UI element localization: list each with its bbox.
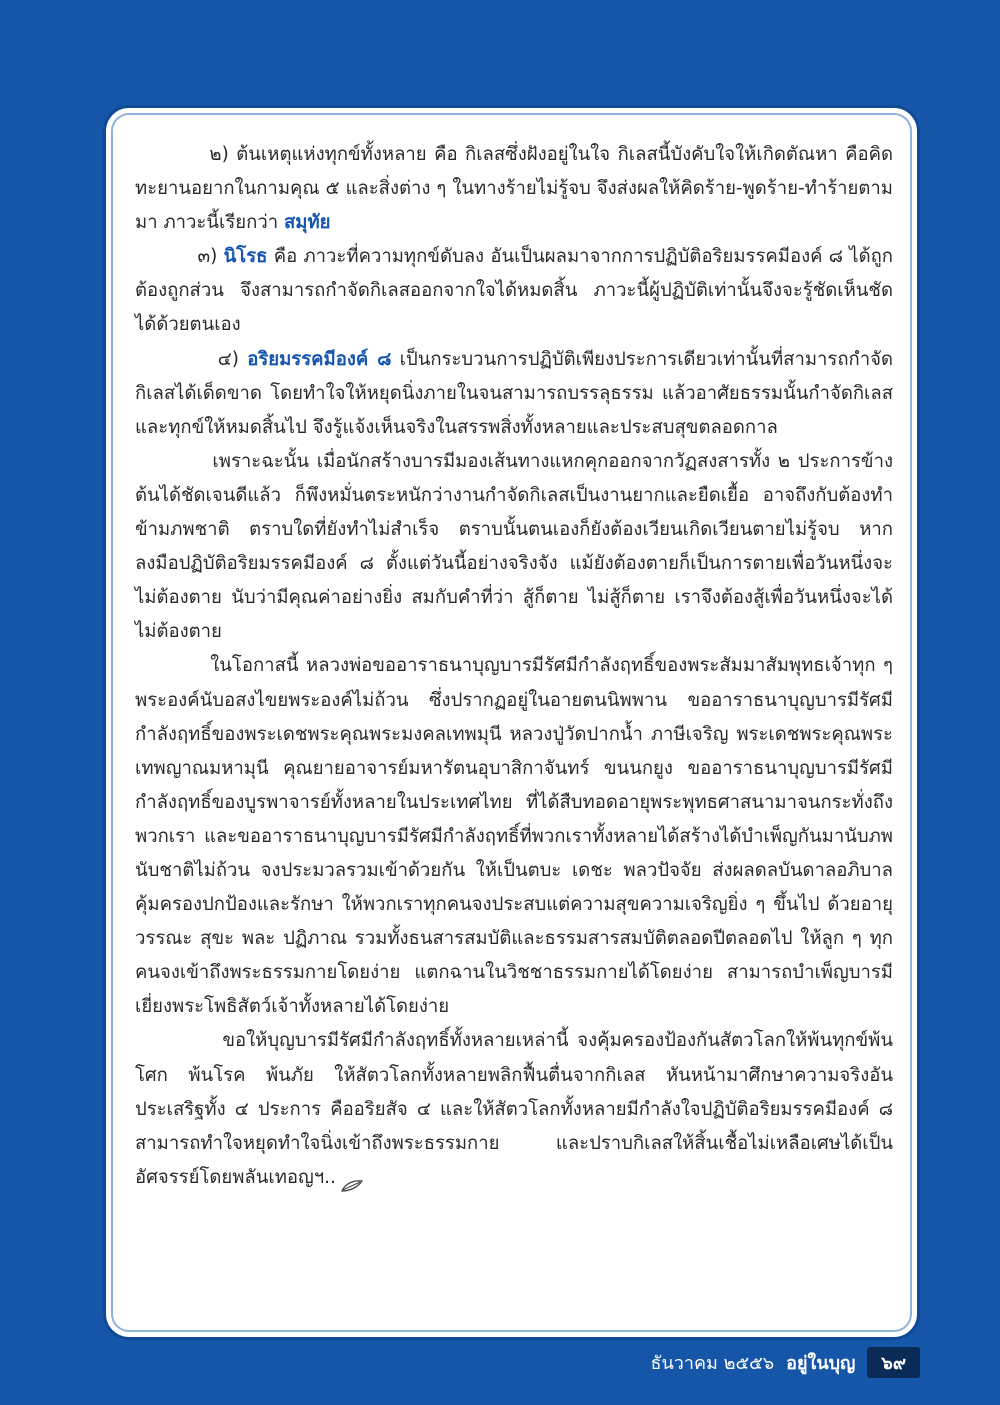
paragraph-2	[135, 138, 893, 240]
paragraph-3-text: คือ ภาวะที่ความทุกข์ดับลง อันเป็นผลมาจากการปฏิบัติอริยมรรคมีองค์ ๘ ได้ถูกต้องถูกส่วน จึงสามารถกำจัดกิเลสออกจากใจได้หมดสิ้น ภาวะนี้ผู้ปฏิบัติเท่านั้นจึงจะรู้ชัดเห็นชัดได้ด้วยตนเอง	[135, 246, 893, 336]
paragraph-4-lead: ๔)	[135, 348, 248, 370]
page-footer	[651, 1347, 921, 1377]
paragraph-3-lead: ๓)	[135, 246, 224, 268]
paragraph-blessing: ในโอกาสนี้ หลวงพ่อขออาราธนาบุญบารมีรัศมีกำลังฤทธิ์ของพระสัมมาสัมพุทธเจ้าทุก ๆ พระองค์นับอสงไขยพระองค์ไม่ถ้วน ซึ่งปรากฏอยู่ในอายตนนิพพาน ขออาราธนาบุญบารมีรัศมีกำลังฤทธิ์ของพระเดชพระคุณพระมงคลเทพมุนี หลวงปู่วัดปากน้ำ ภาษีเจริญ พระเดชพระคุณพระเทพญาณมหามุนี คุณยายอาจารย์มหารัตนอุบาสิกาจันทร์ ขนนกยูง ขออาราธนาบุญบารมีรัศมีกำลังฤทธิ์ของบูรพาจารย์ทั้งหลายในประเทศไทย ที่ได้สืบทอดอายุพระพุทธศาสนามาจนกระทั่งถึงพวกเรา และขออาราธนาบุญบารมีรัศมีกำลังฤทธิ์ที่พวกเราทั้งหลายได้สร้างได้บำเพ็ญกันมานับภพนับชาติไม่ถ้วน จงประมวลรวมเข้าด้วยกัน ให้เป็นตบะ เดชะ พลวปัจจัย ส่งผลดลบันดาลอภิบาลคุ้มครองปกป้องและรักษา ให้พวกเราทุกคนจงประสบแต่ความสุขความเจริญยิ่ง ๆ ขึ้นไป ด้วยอายุ วรรณะ สุขะ พละ ปฏิภาณ รวมทั้งธนสารสมบัติและธรรมสารสมบัติตลอดปีตลอดไป ให้ลูก ๆ ทุกคนจงเข้าถึงพระธรรมกายโดยง่าย แตกฉานในวิชชาธรรมกายได้โดยง่าย สามารถบำเพ็ญบารมีเยี่ยงพระโพธิสัตว์เจ้าทั้งหลายได้โดยง่าย	[135, 655, 893, 1018]
issue-date: ธันวาคม ๒๕๕๖	[650, 1352, 775, 1374]
paragraph-4	[135, 343, 893, 445]
page-number: ๖๙	[867, 1347, 920, 1378]
magazine-name: อยู่ในบุญ	[786, 1352, 856, 1374]
paragraph-therefore: เพราะฉะนั้น เมื่อนักสร้างบารมีมองเส้นทางแหกคุกออกจากวัฏสงสารทั้ง ๒ ประการข้างต้นได้ชัดเจนดีแล้ว ก็พึงหมั่นตระหนักว่างานกำจัดกิเลสเป็นงานยากและยืดเยื้อ อาจถึงกับต้องทำข้ามภพชาติ ตราบใดที่ยังทำไม่สำเร็จ ตราบนั้นตนเองก็ยังต้องเวียนเกิดเวียนตายไม่รู้จบ หากลงมือปฏิบัติอริยมรรคมีองค์ ๘ ตั้งแต่วันนี้อย่างจริงจัง แม้ยังต้องตายก็เป็นการตายเพื่อวันหนึ่งจะไม่ต้องตาย นับว่ามีคุณค่าอย่างยิ่ง สมกับคำที่ว่า สู้ก็ตาย ไม่สู้ก็ตาย เราจึงต้องสู้เพื่อวันหนึ่งจะได้ไม่ต้องตาย	[135, 450, 893, 643]
term-samudaya: สมุทัย	[283, 212, 331, 234]
paragraph-closing-text: ขอให้บุญบารมีรัศมีกำลังฤทธิ์ทั้งหลายเหล่านี้ จงคุ้มครองป้องกันสัตวโลกให้พ้นทุกข์พ้นโศก พ้นโรค พ้นภัย ให้สัตวโลกทั้งหลายพลิกฟื้นตื่นจากกิเลส หันหน้ามาศึกษาความจริงอันประเสริฐทั้ง ๔ ประการ คืออริยสัจ ๔ และให้สัตวโลกทั้งหลายมีกำลังใจปฏิบัติอริยมรรคมีองค์ ๘ สามารถทำใจหยุดทำใจนิ่งเข้าถึงพระธรรมกาย และปราบกิเลสให้สิ้นเชื้อไม่เหลือเศษได้เป็นอัศจรรย์โดยพลันเทอญฯ..	[135, 1030, 893, 1188]
term-nirodha: นิโรธ	[223, 246, 268, 268]
paragraph-2-text: ๒) ต้นเหตุแห่งทุกข์ทั้งหลาย คือ กิเลสซึ่งฝังอยู่ในใจ กิเลสนี้บังคับใจให้เกิดตัณหา คือคิดทะยานอยากในกามคุณ ๕ และสิ่งต่าง ๆ ในทางร้ายไม่รู้จบ จึงส่งผลให้คิดร้าย-พูดร้าย-ทำร้ายตามมา ภาวะนี้เรียกว่า	[135, 144, 893, 234]
paragraph-closing	[135, 1024, 893, 1194]
paragraph-3	[135, 240, 893, 342]
paragraph-4-text: เป็นกระบวนการปฏิบัติเพียงประการเดียวเท่านั้นที่สามารถกำจัดกิเลสได้เด็ดขาด โดยทำใจให้หยุดนิ่งภายในจนสามารถบรรลุธรรม แล้วอาศัยธรรมนั้นกำจัดกิเลสและทุกข์ให้หมดสิ้นไป จึงรู้แจ้งเห็นจริงในสรรพสิ่งทั้งหลายและประสบสุขตลอดกาล	[135, 348, 893, 438]
leaf-end-mark-icon	[340, 1171, 364, 1185]
article-body	[135, 138, 893, 1195]
term-eightfold-path: อริยมรรคมีองค์ ๘	[247, 348, 392, 370]
